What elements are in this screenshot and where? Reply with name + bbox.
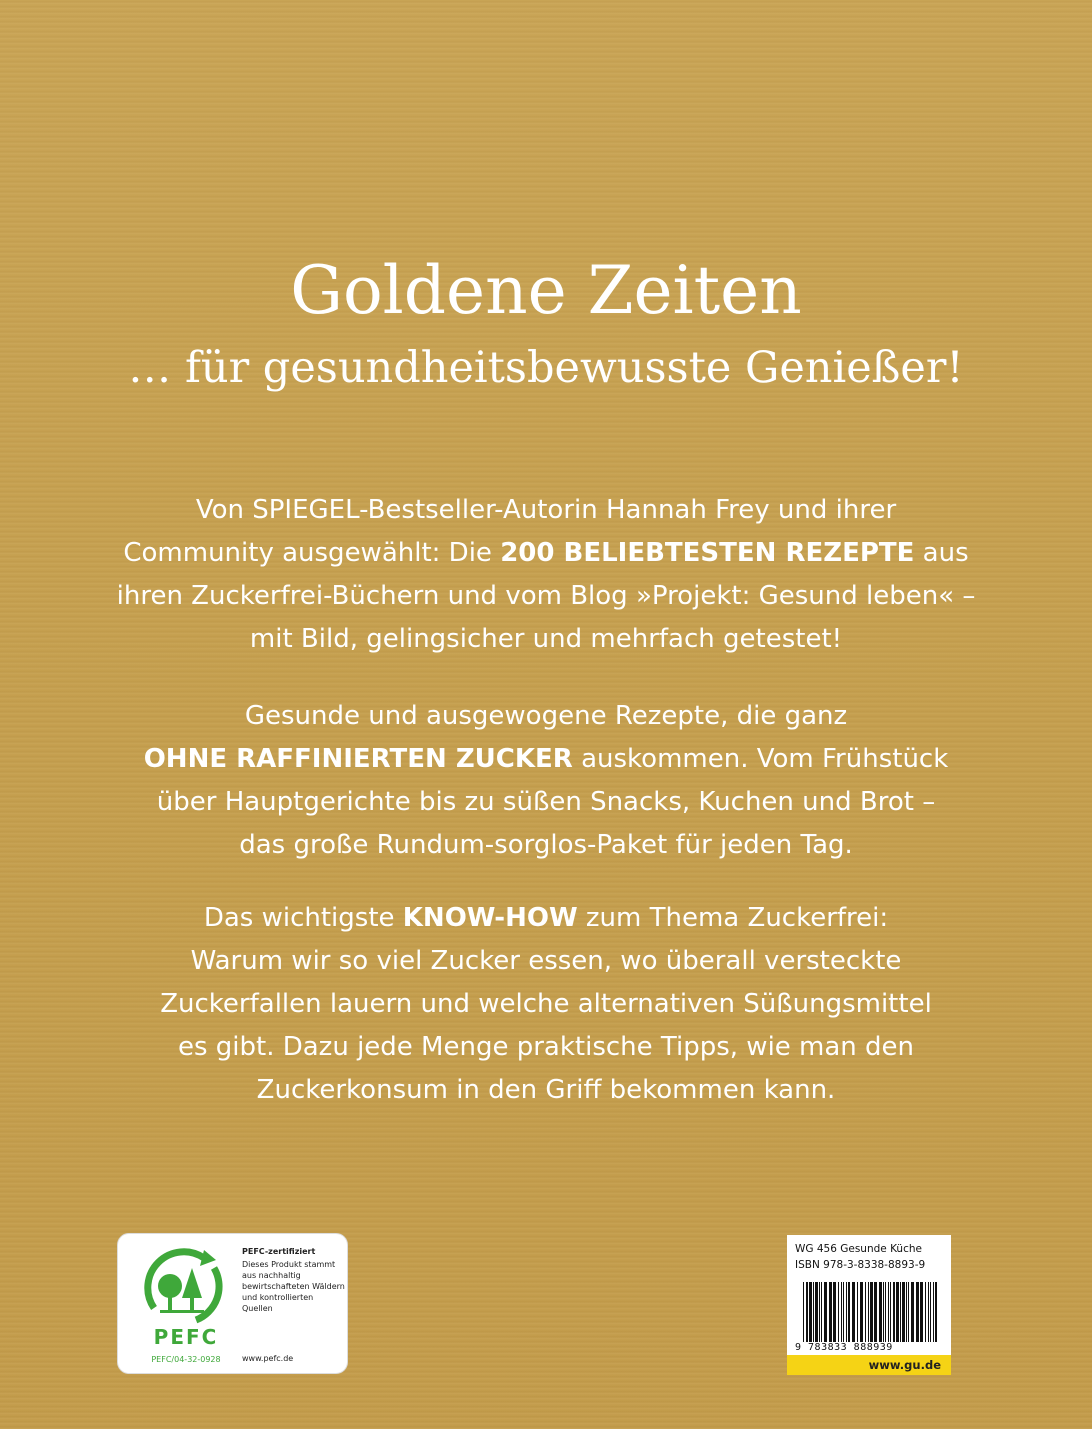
- pefc-certification-label: [117, 1233, 348, 1374]
- blurb-line: [60, 824, 1032, 867]
- barcode-bar: [803, 1282, 804, 1342]
- body-text: Zuckerfallen lauern und welche alternativen Süßungsmittel: [160, 989, 932, 1019]
- barcode-bar: [893, 1282, 895, 1342]
- pefc-trees-icon: [134, 1246, 234, 1326]
- barcode-bar: [870, 1282, 873, 1342]
- pefc-info: [242, 1246, 346, 1314]
- body-text: es gibt. Dazu jede Menge praktische Tipps, wie man den: [177, 1032, 915, 1062]
- body-text: auskommen. Vom Frühstück: [572, 744, 949, 774]
- barcode-bar: [920, 1282, 923, 1342]
- barcode-bar: [930, 1282, 931, 1342]
- body-text: aus: [914, 538, 969, 568]
- blurb-line: [60, 695, 1032, 738]
- barcode-bar: [865, 1282, 866, 1342]
- barcode-bar: [868, 1282, 869, 1342]
- pefc-brand: PEFC: [153, 1325, 219, 1349]
- body-text: Community ausgewählt: Die: [123, 538, 501, 568]
- body-text: Zuckerkonsum in den Griff bekommen kann.: [256, 1075, 836, 1105]
- body-text: Von SPIEGEL-Bestseller-Autorin Hannah Frey und ihrer: [195, 495, 897, 525]
- barcode-bar: [911, 1282, 914, 1342]
- barcode-bar: [885, 1282, 886, 1342]
- barcode-bar: [879, 1282, 882, 1342]
- blurb-line: [60, 532, 1032, 575]
- body-text: das große Rundum-sorglos-Paket für jeden Tag.: [239, 830, 853, 860]
- barcode-bar: [815, 1282, 818, 1342]
- blurb-line: [60, 940, 1032, 983]
- blurb-paragraph-2: [60, 695, 1032, 867]
- pefc-url: www.pefc.de: [242, 1354, 294, 1363]
- body-text: Warum wir so viel Zucker essen, wo überall versteckte: [190, 946, 902, 976]
- body-text: zum Thema Zuckerfrei:: [577, 903, 889, 933]
- publisher-url: www.gu.de: [787, 1355, 951, 1375]
- barcode-bar: [890, 1282, 891, 1342]
- barcode-bar: [824, 1282, 827, 1342]
- barcode-bar: [821, 1282, 822, 1342]
- cover-title: Goldene Zeiten: [290, 252, 802, 329]
- barcode-bar: [896, 1282, 899, 1342]
- blurb-line: [60, 575, 1032, 618]
- barcode-bar: [841, 1282, 842, 1342]
- blurb-line: [60, 489, 1032, 532]
- blurb-line: [60, 738, 1032, 781]
- blurb-line: [60, 983, 1032, 1026]
- pefc-code: PEFC/04-32-0928: [151, 1355, 221, 1364]
- blurb-line: [60, 1026, 1032, 1069]
- barcode-icon: [803, 1282, 939, 1342]
- barcode-bar: [843, 1282, 844, 1342]
- barcode-bar: [857, 1282, 858, 1342]
- barcode-bar: [838, 1282, 839, 1342]
- barcode-bar: [888, 1282, 889, 1342]
- barcode-bar: [813, 1282, 814, 1342]
- barcode-bar: [833, 1282, 836, 1342]
- barcode-digits: 9 783833 888939: [795, 1342, 893, 1353]
- barcode-bar: [852, 1282, 855, 1342]
- blurb-paragraph-1: [60, 489, 1032, 661]
- isbn-number: ISBN 978-3-8338-8893-9: [795, 1259, 926, 1271]
- blurb-line: [60, 781, 1032, 824]
- body-text: Das wichtigste: [203, 903, 403, 933]
- body-text: Gesunde und ausgewogene Rezepte, die ganz: [244, 701, 848, 731]
- barcode-bar: [806, 1282, 808, 1342]
- barcode-bar: [902, 1282, 905, 1342]
- barcode-bar: [916, 1282, 919, 1342]
- barcode-bar: [829, 1282, 832, 1342]
- body-text: mit Bild, gelingsicher und mehrfach getestet!: [249, 624, 843, 654]
- barcode-bar: [819, 1282, 820, 1342]
- pefc-heading: PEFC-zertifiziert: [242, 1247, 316, 1256]
- barcode-bar: [848, 1282, 850, 1342]
- cover-subtitle: … für gesundheitsbewusste Genießer!: [128, 343, 964, 393]
- blurb-line: [60, 1069, 1032, 1112]
- barcode-bar: [809, 1282, 812, 1342]
- highlight-text: 200 BELIEBTESTEN REZEPTE: [500, 538, 915, 568]
- barcode-bar: [906, 1282, 907, 1342]
- isbn-barcode-box: [787, 1235, 951, 1375]
- barcode-bar: [900, 1282, 901, 1342]
- barcode-bar: [860, 1282, 863, 1342]
- highlight-text: OHNE RAFFINIERTEN ZUCKER: [143, 744, 573, 774]
- barcode-bar: [925, 1282, 926, 1342]
- blurb-line: [60, 618, 1032, 661]
- pefc-text: Dieses Produkt stammt aus nachhaltig bewirtschafteten Wäldern und kontrollierten Quellen: [242, 1260, 345, 1313]
- barcode-bar: [846, 1282, 847, 1342]
- body-text: über Hauptgerichte bis zu süßen Snacks, Kuchen und Brot –: [156, 787, 936, 817]
- barcode-bar: [908, 1282, 909, 1342]
- barcode-bar: [935, 1282, 937, 1342]
- barcode-bar: [874, 1282, 877, 1342]
- barcode-bar: [933, 1282, 934, 1342]
- blurb-paragraph-3: [60, 897, 1032, 1112]
- barcode-bar: [928, 1282, 929, 1342]
- highlight-text: KNOW-HOW: [402, 903, 578, 933]
- blurb-line: [60, 897, 1032, 940]
- body-text: ihren Zuckerfrei-Büchern und vom Blog »Projekt: Gesund leben« –: [116, 581, 976, 611]
- product-category: WG 456 Gesunde Küche: [795, 1243, 922, 1255]
- barcode-bar: [883, 1282, 884, 1342]
